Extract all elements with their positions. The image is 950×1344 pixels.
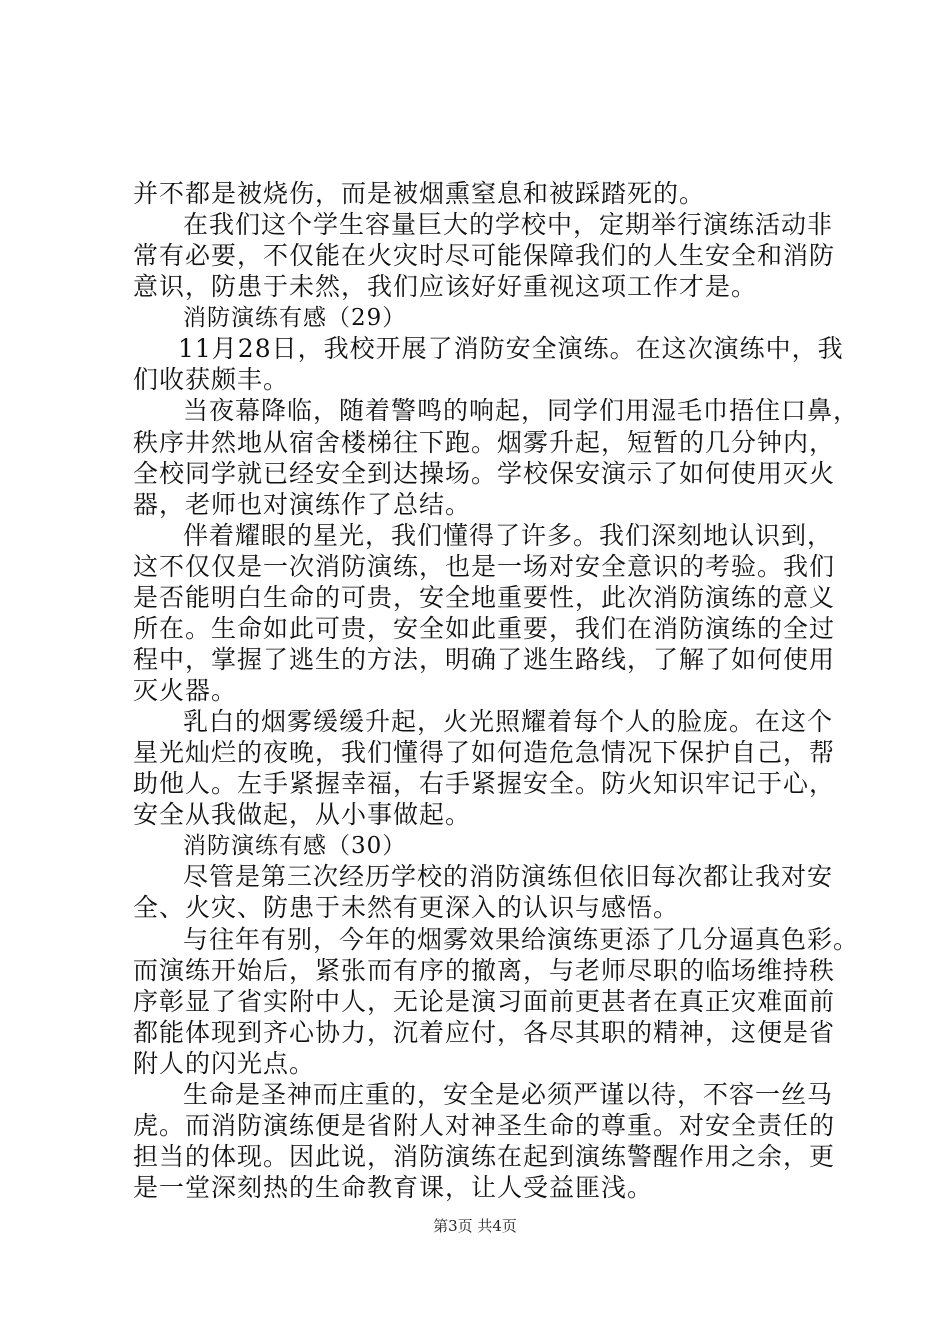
paragraph-line: 附人的闪光点。 (133, 1049, 316, 1078)
paragraph-line: 在我们这个学生容量巨大的学校中，定期举行演练活动非 (183, 210, 834, 239)
paragraph-line: 伴着耀眼的星光，我们懂得了许多。我们深刻地认识到， (183, 521, 834, 550)
paragraph-line: 们收获颇丰。 (133, 365, 290, 394)
paragraph-line: 生命是圣神而庄重的，安全是必须严谨以待，不容一丝马 (183, 1080, 834, 1109)
paragraph-line: 是一堂深刻热的生命教育课，让人受益匪浅。 (133, 1173, 654, 1202)
paragraph-line: 意识，防患于未然，我们应该好好重视这项工作才是。 (133, 272, 758, 301)
paragraph-line: 助他人。左手紧握幸福，右手紧握安全。防火知识牢记于心， (133, 769, 836, 798)
paragraph-line: 虎。而消防演练便是省附人对神圣生命的尊重。对安全责任的 (133, 1111, 836, 1140)
paragraph-line: 乳白的烟雾缓缓升起，火光照耀着每个人的脸庞。在这个 (183, 707, 834, 736)
paragraph-line: 而演练开始后，紧张而有序的撤离，与老师尽职的临场维持秩 (133, 956, 836, 985)
paragraph-line: 安全从我做起，从小事做起。 (133, 800, 472, 829)
page-number: 第3页 共4页 (433, 1217, 517, 1235)
paragraph-line: 灭火器。 (133, 676, 238, 705)
paragraph-line: 与往年有别，今年的烟雾效果给演练更添了几分逼真色彩。 (183, 925, 860, 954)
paragraph-line: 是否能明白生命的可贵，安全地重要性，此次消防演练的意义 (133, 583, 836, 612)
paragraph-line: 全、火灾、防患于未然有更深入的认识与感悟。 (133, 893, 680, 922)
paragraph-line: 当夜幕降临，随着警鸣的响起，同学们用湿毛巾捂住口鼻， (183, 396, 860, 425)
paragraph-line: 都能体现到齐心协力，沉着应付，各尽其职的精神，这便是省 (133, 1018, 836, 1047)
paragraph-line: 序彰显了省实附中人，无论是演习面前更甚者在真正灾难面前 (133, 987, 836, 1016)
section-heading: 消防演练有感（30） (183, 833, 407, 859)
paragraph-line: 并不都是被烧伤，而是被烟熏窒息和被踩踏死的。 (133, 179, 706, 208)
paragraph-line: 常有必要，不仅能在火灾时尽可能保障我们的人生安全和消防 (133, 241, 836, 270)
paragraph-line: 11月28日，我校开展了消防安全演练。在这次演练中，我 (178, 334, 844, 363)
paragraph-line: 这不仅仅是一次消防演练，也是一场对安全意识的考验。我们 (133, 552, 836, 581)
paragraph-line: 器，老师也对演练作了总结。 (133, 490, 472, 519)
paragraph-line: 秩序井然地从宿舍楼梯往下跑。烟雾升起，短暂的几分钟内， (133, 428, 836, 457)
paragraph-line: 星光灿烂的夜晚，我们懂得了如何造危急情况下保护自己，帮 (133, 738, 836, 767)
paragraph-line: 尽管是第三次经历学校的消防演练但依旧每次都让我对安 (183, 862, 834, 891)
paragraph-line: 担当的体现。因此说，消防演练在起到演练警醒作用之余，更 (133, 1142, 836, 1171)
paragraph-line: 程中，掌握了逃生的方法，明确了逃生路线，了解了如何使用 (133, 645, 836, 674)
paragraph-line: 所在。生命如此可贵，安全如此重要，我们在消防演练的全过 (133, 614, 836, 643)
section-heading: 消防演练有感（29） (183, 305, 407, 331)
paragraph-line: 全校同学就已经安全到达操场。学校保安演示了如何使用灭火 (133, 459, 836, 488)
